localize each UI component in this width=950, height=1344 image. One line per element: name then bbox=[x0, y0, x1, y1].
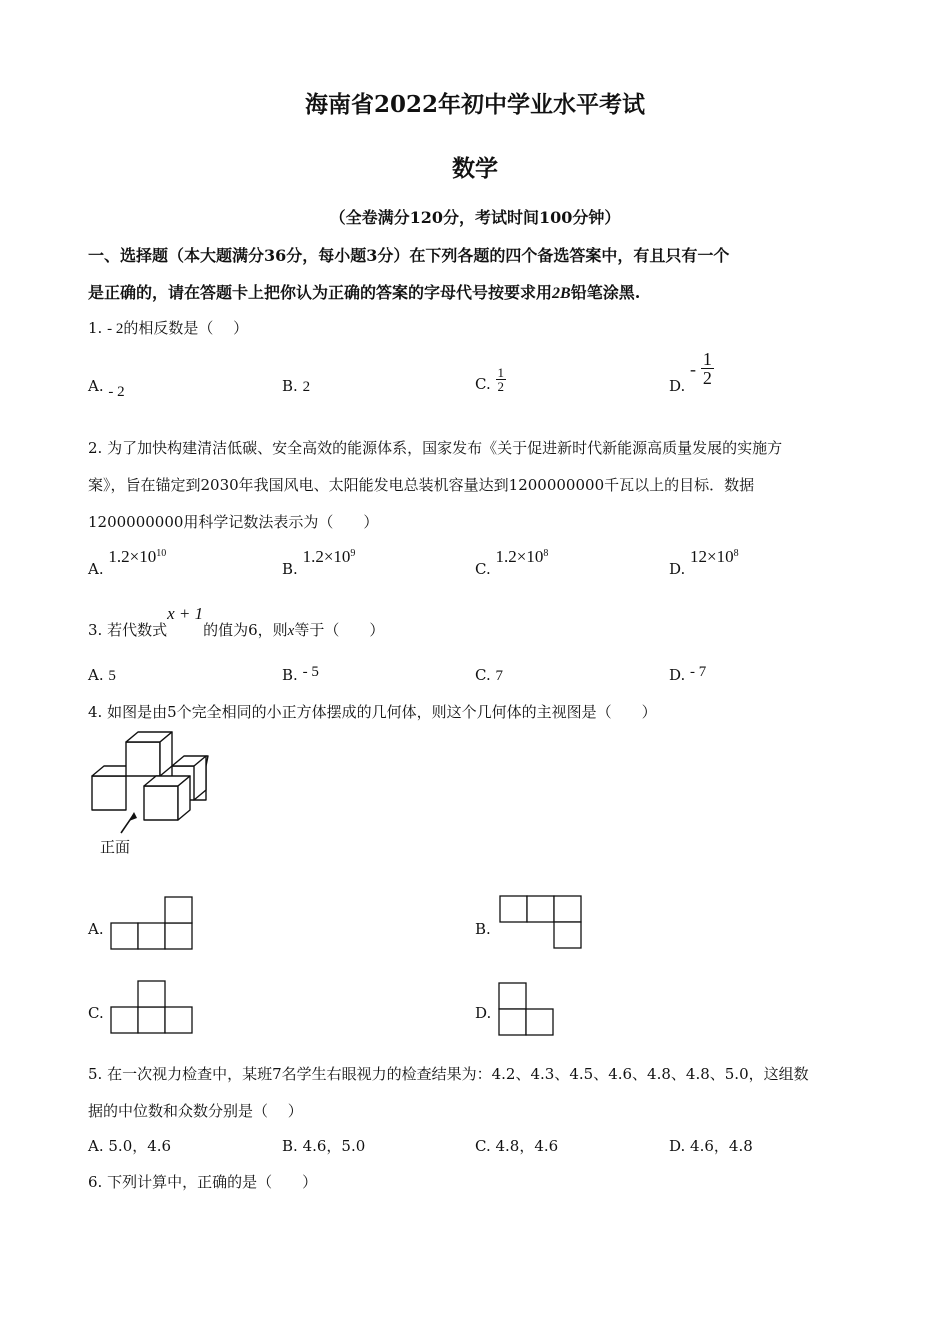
q1-option-d: D. - $\frac{1}{2}$ bbox=[669, 349, 712, 395]
section-heading-line1: 一、选择题（本大题满分36分，每小题3分）在下列各题的四个备选答案中，有且只有一个 bbox=[88, 246, 730, 265]
page-title: 海南省2022年初中学业水平考试 bbox=[304, 91, 645, 118]
section-heading-line2: 是正确的，请在答题卡上把你认为正确的答案的字母代号按要求用2B铅笔涂黑. bbox=[88, 283, 641, 302]
question-4-stem: 4. 如图是由5个完全相同的小正方体摆成的几何体，则这个几何体的主视图是（ ） bbox=[88, 703, 657, 721]
fraction: $\frac{1}{2}$ bbox=[702, 349, 712, 388]
q5-option-d: D. 4.6，4.8 bbox=[669, 1137, 753, 1155]
q1-option-c: C. $\frac{1}{2}$ bbox=[475, 365, 504, 394]
q1-option-b: B. 2 bbox=[282, 377, 311, 395]
q2-option-a: A. $1.2\times 10^{10}$ bbox=[88, 547, 167, 578]
question-2-line3: 1200000000用科学记数法表示为（ ） bbox=[88, 513, 379, 531]
cube-figure bbox=[88, 730, 213, 825]
fraction: $\frac{1}{2}$ bbox=[497, 365, 504, 394]
q4-option-c-figure bbox=[110, 980, 194, 1036]
q3-option-d: D. - 7 bbox=[669, 664, 707, 684]
q4-option-b-label: B. bbox=[475, 920, 491, 938]
q3-option-a: A. 5 bbox=[88, 666, 116, 684]
subject-title: 数学 bbox=[452, 155, 498, 182]
question-5-line2: 据的中位数和众数分别是（ ） bbox=[88, 1102, 303, 1120]
q4-option-d-label: D. bbox=[475, 1004, 492, 1022]
question-3-stem: 3. 若代数式x + 1的值为6，则x等于（ ） bbox=[88, 604, 385, 639]
q4-option-b-figure bbox=[499, 895, 583, 951]
q4-option-a-label: A. bbox=[88, 920, 104, 938]
q1-value: - 2 bbox=[107, 321, 124, 337]
q4-option-d-figure bbox=[498, 982, 556, 1038]
question-6-stem: 6. 下列计算中，正确的是（ ） bbox=[88, 1173, 318, 1191]
question-2-line1: 2. 为了加快构建清洁低碳、安全高效的能源体系，国家发布《关于促进新时代新能源高质量发展的实施方 bbox=[88, 439, 783, 457]
q5-option-c: C. 4.8，4.6 bbox=[475, 1137, 559, 1155]
q5-option-a: A. 5.0，4.6 bbox=[88, 1137, 172, 1155]
exam-note: （全卷满分120分，考试时间100分钟） bbox=[329, 208, 621, 227]
q3-expression: x + 1 bbox=[167, 604, 204, 623]
front-label: 正面 bbox=[100, 838, 131, 856]
q2-option-c: C. $1.2\times 10^8$ bbox=[475, 547, 549, 578]
question-2-line2: 案》，旨在锚定到2030年我国风电、太阳能发电总装机容量达到1200000000千瓦以上的目标．数据 bbox=[88, 476, 755, 494]
q3-option-c: C. 7 bbox=[475, 666, 503, 684]
q1-option-a: A. - 2 bbox=[88, 377, 125, 400]
q5-option-b: B. 4.6，5.0 bbox=[282, 1137, 366, 1155]
q2-option-b: B. $1.2\times 10^9$ bbox=[282, 547, 356, 578]
q2-option-d: D. $12\times 10^8$ bbox=[669, 547, 739, 578]
q3-option-b: B. - 5 bbox=[282, 664, 319, 684]
q4-option-c-label: C. bbox=[88, 1004, 104, 1022]
q4-option-a-figure bbox=[110, 896, 194, 952]
question-5-line1: 5. 在一次视力检查中，某班7名学生右眼视力的检查结果为：4.2、4.3、4.5、4.6、4.8、4.8、5.0，这组数 bbox=[88, 1065, 809, 1083]
question-1-stem: 1. - 2的相反数是（ ） bbox=[88, 319, 249, 337]
